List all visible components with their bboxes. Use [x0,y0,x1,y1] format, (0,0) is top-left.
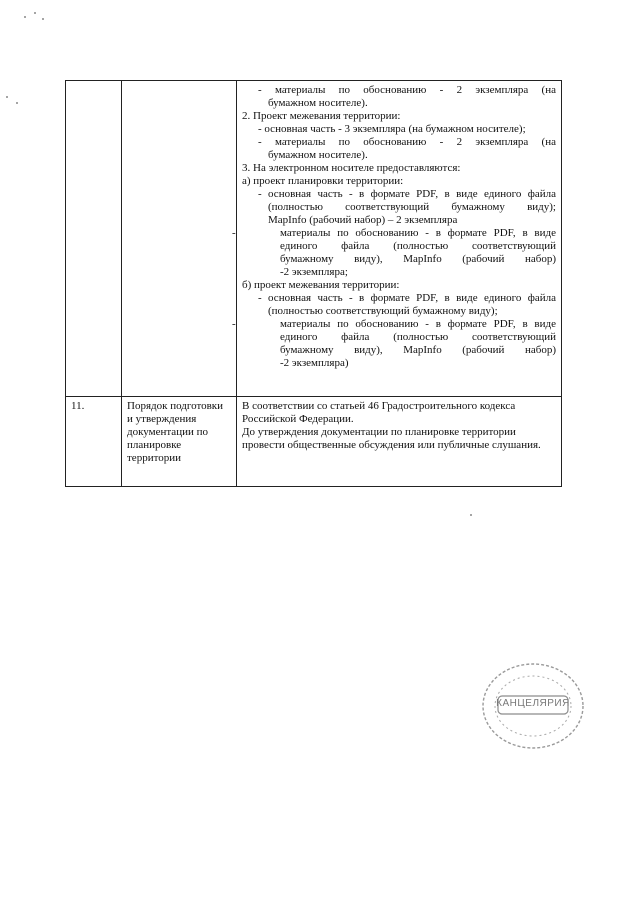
paragraph: До утверждения документации по планировке территории провести общественные обсуждения или публичные слушания. [242,426,541,451]
text-line: - материалы по обоснованию - 2 экземпляра (на [258,84,556,96]
text-line: материалы по обоснованию - в формате PDF, в виде [280,227,556,239]
list-item [232,318,556,331]
table-row [66,81,562,397]
stamp-text: КАНЦЕЛЯРИЯ [496,698,570,709]
text-line: бумажному виду), MapInfo (рабочий набор) [280,344,556,356]
text-line: единого файла (полностью соответствующий [280,331,556,343]
text-line: бумажном носителе). [268,149,368,161]
dash-marker: - [232,318,236,330]
text-line: -2 экземпляра; [280,266,348,278]
text-line: (полностью соответствующий бумажному виду); [268,201,556,213]
text-line: 2. Проект межевания территории: [242,110,401,122]
text-line: 3. На электронном носителе предоставляются: [242,162,461,174]
table-row [66,397,562,487]
row-name-cell: Порядок подготовки и утверждения документации по планировке территории [122,397,237,487]
row-number-cell [66,81,122,397]
row-content-cell [232,81,562,397]
text-line: бумажном носителе). [268,97,368,109]
dash-marker: - [232,227,236,239]
text-line: -2 экземпляра) [280,357,349,369]
text-line: MapInfo (рабочий набор) – 2 экземпляра [268,214,458,226]
text-line: - материалы по обоснованию - 2 экземпляра (на [258,136,556,148]
row-content-cell [237,397,562,487]
text-line: бумажному виду), MapInfo (рабочий набор) [280,253,556,265]
paragraph: В соответствии со статьей 46 Градостроительного кодекса Российской Федерации. [242,400,516,425]
row-number-cell: 11. [66,397,122,487]
requirements-table [65,80,562,487]
text-line: - основная часть - 3 экземпляра (на бумажном носителе); [258,123,526,135]
list-item [232,227,556,240]
row-name-cell [122,81,237,397]
text-line: а) проект планировки территории: [242,175,404,187]
text-line: б) проект межевания территории: [242,279,400,291]
text-line: - основная часть - в формате PDF, в виде единого файла [258,188,556,200]
text-line: единого файла (полностью соответствующий [280,240,556,252]
text-line: - основная часть - в формате PDF, в виде единого файла [258,292,556,304]
text-line: материалы по обоснованию - в формате PDF, в виде [280,318,556,330]
text-line: (полностью соответствующий бумажному виду); [268,305,498,317]
office-stamp [478,658,588,754]
